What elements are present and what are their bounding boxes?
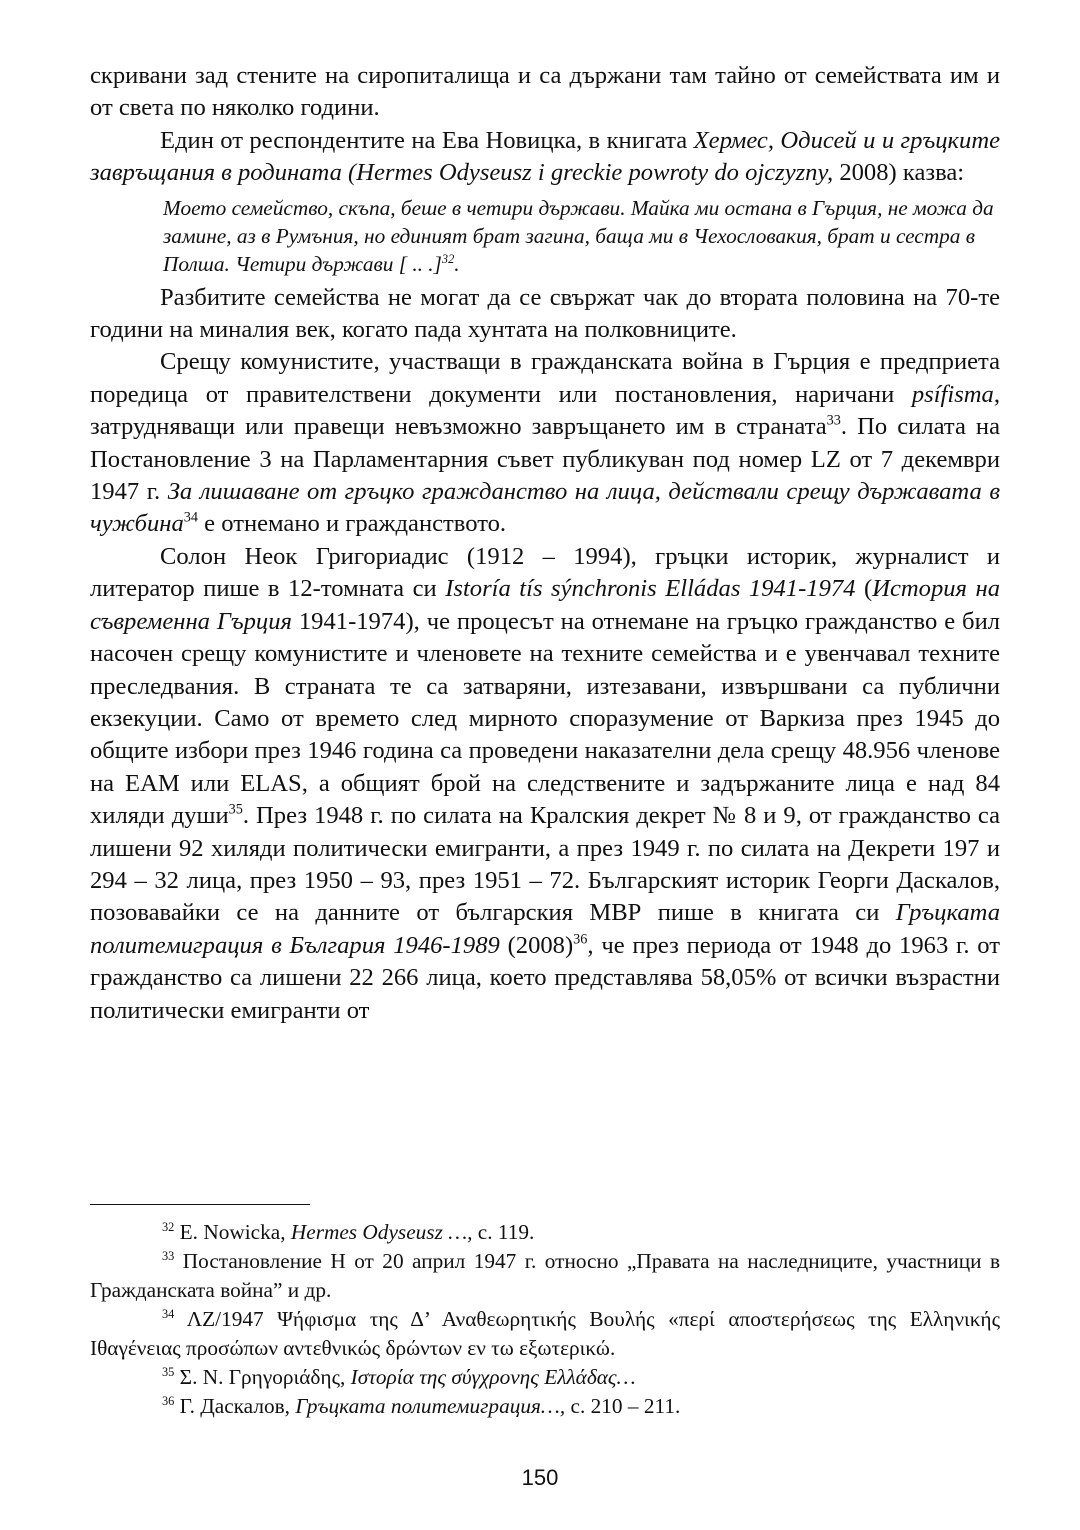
footnote-34 — [90, 1305, 1000, 1363]
footnote-32 — [90, 1218, 1000, 1247]
footnote-ref[interactable]: 35 — [228, 801, 243, 818]
footnote-35 — [90, 1363, 1000, 1392]
footnote-text: Σ. Ν. Γρηγοριάδης, — [174, 1365, 351, 1389]
paragraph-text: . По силата на Постановление 3 на Парламентарния съвет публикуван под номер LZ от 7 декември 1947 г. — [90, 413, 1001, 506]
footnote-title: Hermes Odyseusz …, — [290, 1220, 473, 1244]
paragraph-text: 1941-1974), че процесът на отнемане на гръцко гражданство е бил насочен срещу комунистите и членовете на техните семейства и е увенчавал техните преследвания. В страната те са затваряни, изтезавани, извършвани са публични екзекуции. Само от времето след мирното споразумение от Варкиза през 1945 до общите избори през 1946 година са проведени наказателни дела срещу 48.956 членове на ЕАМ или ELAS, а общият брой на следствените и задържаните лица е над 84 хиляди души — [90, 607, 1001, 830]
footnote-number: 33 — [162, 1248, 175, 1263]
paragraph-text: Един от респондентите на Ева Новицка, в книгата — [160, 126, 694, 154]
footnote-ref[interactable]: 32 — [441, 251, 455, 266]
book-title: История на съвременна Гърция — [90, 575, 1000, 635]
footnote-number: 35 — [162, 1364, 175, 1379]
footnotes — [90, 1218, 1000, 1421]
page-number: 150 — [521, 1465, 559, 1490]
quote-text: Моето семейство, скъпа, беше в четири държави. Майка ми остана в Гърция, не можа да замине, аз в Румъния, но единият брат загина, баща ми в Чехословакия, брат и сестра в Полша. Четири държави [ .. .] — [163, 195, 994, 276]
footnote-number: 32 — [162, 1219, 175, 1234]
paragraph-2 — [90, 125, 1000, 190]
footnote-ref[interactable]: 33 — [826, 412, 841, 429]
paragraph-4 — [90, 346, 1000, 540]
footnote-text: E. Nowicka, — [174, 1220, 291, 1244]
paragraph-text: . През 1948 г. по силата на Кралския декрет № 8 и 9, от гражданство са лишени 92 хиляди политически емигранти, а през 1949 г. по силата на Декрети 197 и 294 – 32 лица, през 1950 – 93, през 1951 – 72. Българският историк Георги Даскалов, позовавайки се на данните от българския МВР пише в книгата си — [90, 802, 1000, 927]
paragraph-text: Солон Неок Григориадис (1912 – 1994), гръцки историк, журналист и литератор пише в 12-томната си — [90, 542, 1000, 603]
footnote-33 — [90, 1247, 1000, 1305]
paragraph-text: ( — [855, 575, 873, 603]
footnote-title: Ιστορία της σύγχρονης Ελλάδας… — [350, 1365, 636, 1389]
paragraph-text: 2008) казва: — [833, 159, 965, 187]
paragraph-text: , че през периода от 1948 до 1963 г. от гражданство са лишени 22 266 лица, което представлява 58,05% от всички възрастни политически емигранти от — [90, 931, 1000, 1024]
term: psífisma — [911, 380, 994, 408]
footnote-36 — [90, 1392, 1000, 1421]
footnote-text: с. 119. — [472, 1220, 535, 1244]
paragraph-text: Срещу комунистите, участващи в гражданската война в Гърция е предприета поредица от правителствени документи или постановления, наричани — [90, 348, 1000, 408]
footnote-text: с. 210 – 211. — [565, 1394, 681, 1418]
paragraph-3: Разбитите семейства не могат да се свържат чак до втората половина на 70-те години на миналия век, когато пада хунтата на полковниците. — [90, 283, 1000, 344]
book-title: Гръцката политемиграция в България 1946-1989 — [90, 899, 1000, 959]
paragraph-text: , затрудняващи или правещи невъзможно завръщането им в страната — [90, 380, 1000, 441]
footnote-text: Постановление Н от 20 април 1947 г. относно „Правата на наследниците, участници в Гражданската война” и др. — [90, 1249, 1000, 1302]
footnote-title: Гръцката политемиграция…, — [295, 1394, 566, 1418]
footnote-ref[interactable]: 34 — [183, 510, 199, 527]
footnote-text: ΛΖ/1947 Ψήφισμα της Δ’ Αναθεωρητικής Βουλής «περί αποστερήσεως της Ελληνικής Ιθαγένειας προσώπων αντεθνικώς δρώντων εν τω εξωτερικώ. — [90, 1307, 1000, 1360]
quote-end: . — [454, 251, 460, 276]
book-title: Istoría tís sýnchronis Elládas 1941-1974 — [445, 575, 856, 603]
paragraph-text: е отнемано и гражданството. — [198, 510, 507, 538]
paragraph-5 — [90, 541, 1000, 1027]
footnote-divider — [90, 1204, 310, 1205]
footnote-ref[interactable]: 36 — [573, 931, 588, 948]
main-text — [90, 60, 1000, 1027]
paragraph-1: скривани зад стените на сиропиталища и са държани там тайно от семействата им и от света по няколко години. — [90, 62, 1000, 122]
footnote-text: Г. Даскалов, — [174, 1394, 296, 1418]
paragraph-text: (2008) — [499, 931, 574, 959]
book-title: Хермес, Одисей и и гръцките завръщания в родината (Hermes Odyseusz i greckie powroty do ojczyzny, — [90, 126, 1000, 187]
footnote-number: 34 — [162, 1306, 175, 1321]
decree-title: За лишаване от гръцко гражданство на лица, действали срещу държавата в чужбина — [90, 478, 1000, 538]
footnote-number: 36 — [162, 1393, 175, 1408]
block-quote — [163, 194, 1000, 278]
